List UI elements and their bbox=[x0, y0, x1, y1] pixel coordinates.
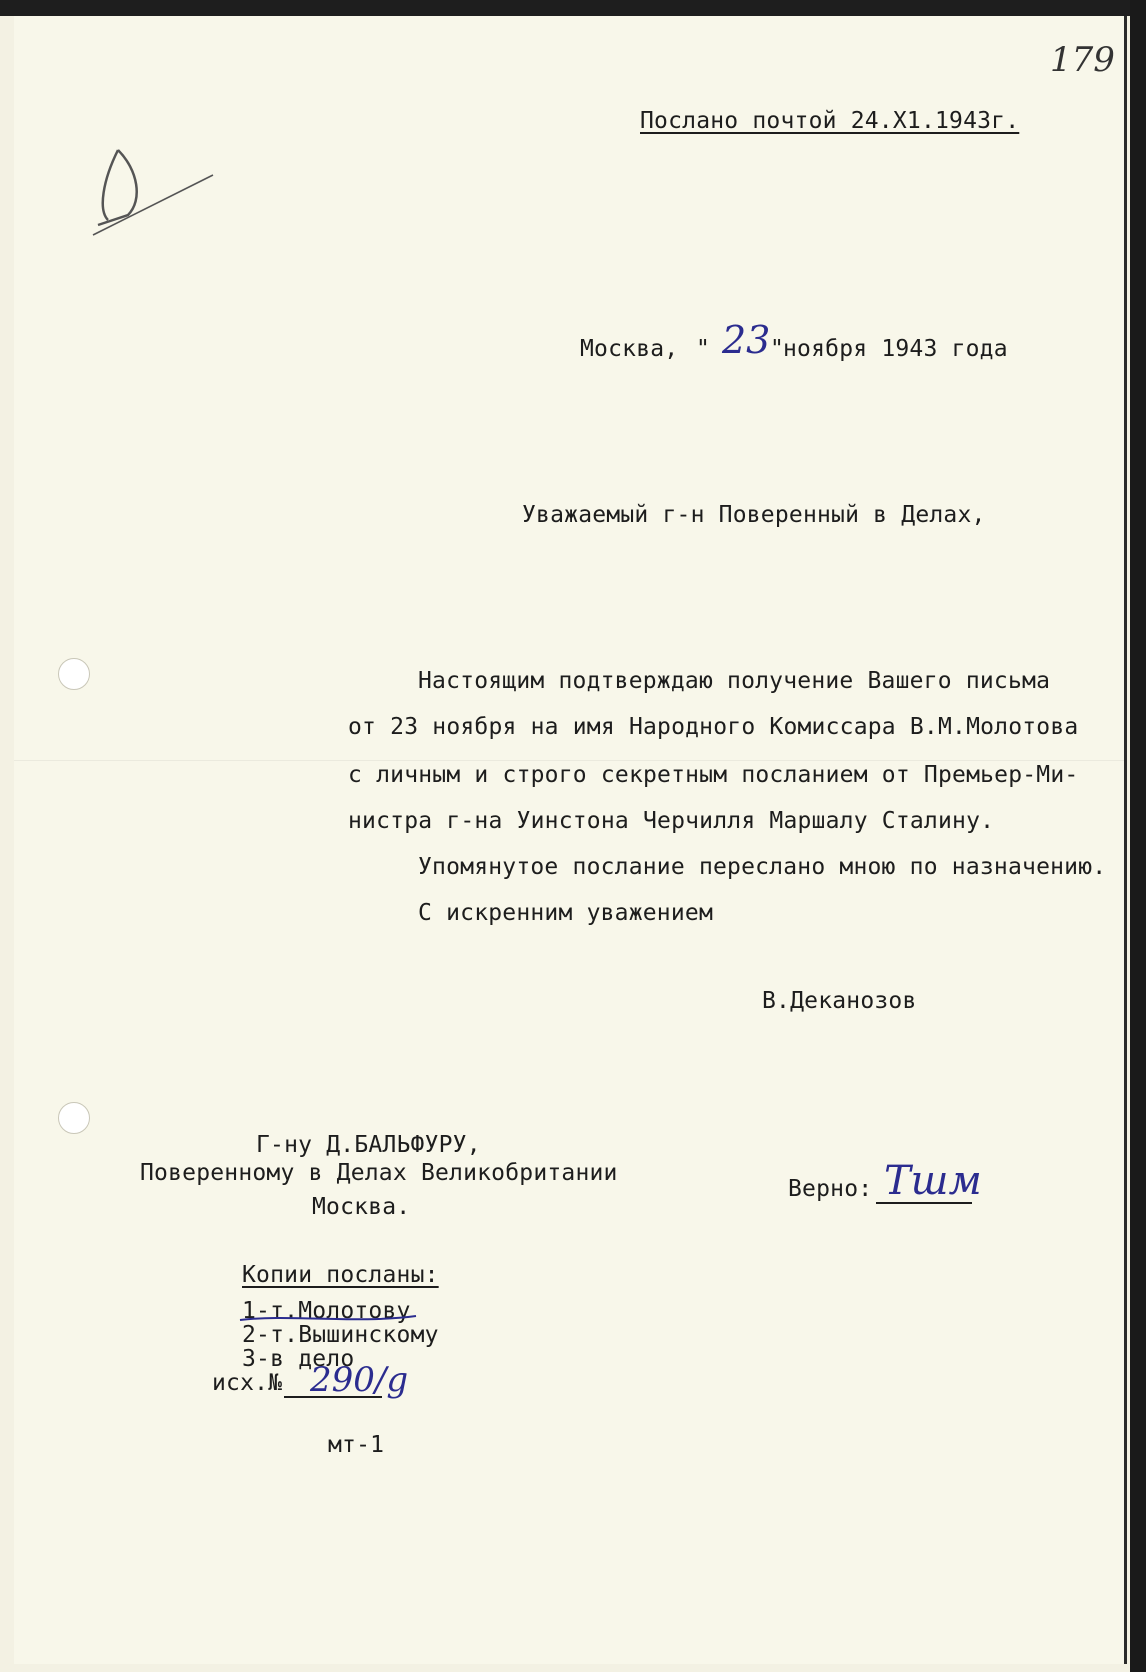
folio-number: 179 bbox=[1050, 40, 1115, 80]
document-sheet bbox=[14, 16, 1127, 1664]
copy-item-2: 2-т.Вышинскому bbox=[242, 1322, 439, 1348]
scan-edge-right bbox=[1130, 0, 1146, 1672]
dateline-month-year: ноября 1943 года bbox=[783, 336, 1008, 362]
fold-line bbox=[14, 760, 1124, 761]
body-line-5: Упомянутое послание переслано мною по назначению. bbox=[418, 854, 1107, 880]
dateline-close-quote: " bbox=[770, 336, 785, 362]
copies-heading: Копии посланы: bbox=[242, 1262, 439, 1288]
typist-code: мт-1 bbox=[328, 1432, 385, 1458]
sent-by-mail-note: Послано почтой 24.Х1.1943г. bbox=[640, 108, 1020, 134]
verified-label: Верно: bbox=[788, 1176, 873, 1202]
addressee-city: Москва. bbox=[312, 1194, 411, 1220]
salutation: Уважаемый г-н Поверенный в Делах, bbox=[522, 502, 986, 528]
dateline-city: Москва, bbox=[580, 336, 679, 362]
outgoing-number-handwritten: 290/g bbox=[310, 1360, 409, 1400]
signatory-name: В.Деканозов bbox=[762, 988, 917, 1014]
punch-hole-top bbox=[58, 658, 90, 690]
body-line-3: с личным и строго секретным посланием от Премьер-Ми- bbox=[348, 762, 1079, 788]
outgoing-label: исх.№ bbox=[212, 1370, 283, 1396]
pencil-mark-icon bbox=[88, 140, 218, 240]
body-line-1: Настоящим подтверждаю получение Вашего письма bbox=[418, 668, 1051, 694]
body-line-2: от 23 ноября на имя Народного Комиссара В.М.Молотова bbox=[348, 714, 1079, 740]
dateline-open-quote: " bbox=[696, 336, 711, 362]
scan-edge-top bbox=[0, 0, 1146, 16]
closing-phrase: С искренним уважением bbox=[418, 900, 713, 926]
addressee-title: Поверенному в Делах Великобритании bbox=[140, 1160, 618, 1186]
punch-hole-bottom bbox=[58, 1102, 90, 1134]
addressee-name: Г-ну Д.БАЛЬФУРУ, bbox=[256, 1132, 481, 1158]
dateline-day-handwritten: 23 bbox=[722, 318, 771, 362]
verified-handwritten-signature: Тшм bbox=[884, 1158, 982, 1204]
copy-item-3: 3-в дело bbox=[242, 1346, 355, 1372]
body-line-4: нистра г-на Уинстона Черчилля Маршалу Сталину. bbox=[348, 808, 995, 834]
copy-item-1: 1-т.Молотову bbox=[242, 1298, 411, 1324]
